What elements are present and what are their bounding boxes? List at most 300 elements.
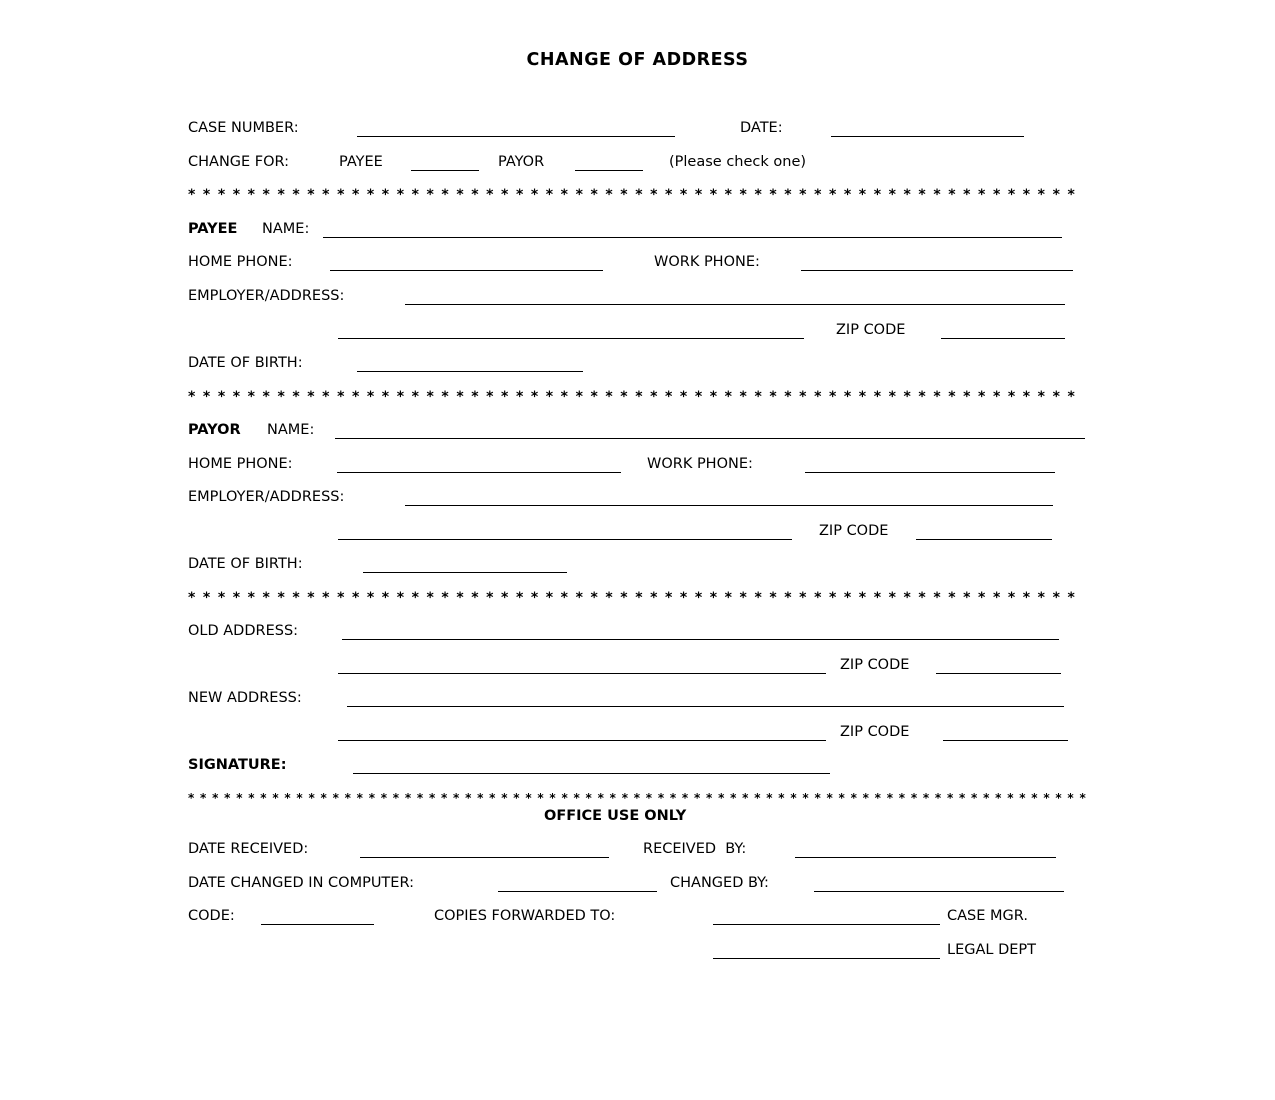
asterisk: * [886, 791, 893, 805]
asterisk: * [247, 390, 255, 404]
case-number-field[interactable] [357, 126, 675, 137]
asterisk: * [292, 390, 300, 404]
asterisk: * [513, 791, 520, 805]
asterisk: * [322, 591, 330, 605]
asterisk: * [903, 591, 911, 605]
payee-home-phone-field[interactable] [330, 260, 603, 271]
asterisk: * [537, 791, 544, 805]
asterisk: * [1031, 791, 1038, 805]
date-received-label: DATE RECEIVED: [188, 841, 309, 857]
asterisk: * [489, 791, 496, 805]
asterisk: * [635, 188, 643, 202]
asterisk: * [898, 791, 906, 805]
payee-zip-label: ZIP CODE [836, 322, 906, 338]
asterisk: * [826, 791, 833, 805]
asterisk: * [681, 791, 689, 805]
asterisk: * [322, 390, 330, 404]
asterisk: * [948, 188, 956, 202]
asterisk: * [217, 390, 226, 404]
asterisk: * [605, 188, 613, 202]
asterisk: * [784, 188, 792, 202]
separator [188, 591, 1075, 605]
asterisk: * [850, 791, 857, 805]
asterisk: * [380, 791, 388, 805]
asterisk: * [545, 188, 554, 202]
asterisk: * [754, 188, 762, 202]
payor-name-label: NAME: [267, 422, 315, 438]
asterisk: * [1067, 188, 1075, 202]
asterisk: * [730, 791, 737, 805]
payee-name-field[interactable] [323, 227, 1062, 238]
asterisk: * [477, 791, 484, 805]
asterisk: * [1067, 791, 1074, 805]
asterisk: * [784, 390, 792, 404]
asterisk: * [200, 791, 207, 805]
asterisk: * [453, 791, 460, 805]
payor-heading: PAYOR [188, 422, 241, 438]
asterisk: * [1079, 791, 1086, 805]
asterisk: * [946, 791, 954, 805]
asterisk: * [1052, 591, 1060, 605]
asterisk: * [754, 591, 762, 605]
asterisk: * [248, 791, 255, 805]
asterisk: * [739, 591, 747, 605]
payor-dob-field[interactable] [363, 562, 567, 573]
asterisk: * [657, 791, 665, 805]
asterisk: * [620, 188, 628, 202]
asterisk: * [416, 791, 424, 805]
case-mgr-label: CASE MGR. [947, 908, 1028, 924]
asterisk: * [679, 188, 688, 202]
asterisk: * [754, 791, 761, 805]
asterisk: * [232, 188, 241, 202]
asterisk: * [530, 591, 539, 605]
asterisk: * [224, 791, 231, 805]
asterisk: * [814, 188, 822, 202]
asterisk: * [679, 390, 688, 404]
asterisk: * [344, 791, 351, 805]
asterisk: * [1037, 591, 1045, 605]
payee-work-phone-label: WORK PHONE: [654, 254, 760, 270]
asterisk: * [426, 188, 434, 202]
asterisk: * [858, 188, 867, 202]
asterisk: * [202, 188, 211, 202]
old-address-label: OLD ADDRESS: [188, 623, 299, 639]
asterisk: * [411, 390, 419, 404]
payor-home-phone-label: HOME PHONE: [188, 456, 293, 472]
asterisk: * [1022, 188, 1031, 202]
asterisk: * [1055, 791, 1062, 805]
new-address-line2-field[interactable] [338, 730, 826, 741]
asterisk: * [590, 188, 598, 202]
new-zip-field[interactable] [943, 730, 1068, 741]
asterisk: * [621, 791, 628, 805]
asterisk: * [971, 791, 978, 805]
asterisk: * [368, 791, 375, 805]
asterisk: * [843, 390, 852, 404]
asterisk: * [910, 791, 918, 805]
payee-heading: PAYEE [188, 221, 238, 237]
asterisk: * [995, 791, 1002, 805]
asterisk: * [693, 791, 701, 805]
payee-home-phone-label: HOME PHONE: [188, 254, 293, 270]
asterisk: * [590, 390, 598, 404]
asterisk: * [802, 791, 809, 805]
asterisk: * [718, 791, 725, 805]
asterisk: * [620, 390, 628, 404]
asterisk: * [620, 591, 628, 605]
asterisk: * [645, 791, 653, 805]
asterisk: * [873, 390, 882, 404]
asterisk: * [307, 591, 315, 605]
asterisk: * [933, 390, 941, 404]
asterisk: * [501, 188, 509, 202]
asterisk: * [597, 791, 604, 805]
asterisk: * [351, 591, 360, 605]
asterisk: * [978, 188, 986, 202]
asterisk: * [1052, 390, 1060, 404]
asterisk: * [456, 390, 464, 404]
asterisk: * [888, 591, 896, 605]
date-label: DATE: [740, 120, 783, 136]
asterisk: * [858, 390, 867, 404]
payor-option-label: PAYOR [498, 154, 545, 170]
asterisk: * [396, 390, 405, 404]
asterisk: * [706, 791, 713, 805]
asterisk: * [381, 591, 390, 605]
asterisk: * [530, 390, 539, 404]
payee-employer-field[interactable] [405, 294, 1065, 305]
asterisk: * [332, 791, 339, 805]
asterisk: * [188, 791, 195, 805]
copies-forwarded-label: COPIES FORWARDED TO: [434, 908, 616, 924]
asterisk: * [545, 390, 554, 404]
asterisk: * [799, 591, 807, 605]
asterisk: * [1043, 791, 1050, 805]
asterisk: * [486, 188, 494, 202]
asterisk: * [633, 791, 641, 805]
asterisk: * [1037, 390, 1045, 404]
case-number-label: CASE NUMBER: [188, 120, 299, 136]
old-zip-field[interactable] [936, 663, 1061, 674]
asterisk: * [963, 591, 971, 605]
asterisk: * [903, 188, 911, 202]
payee-check-field[interactable] [411, 160, 479, 171]
asterisk: * [1067, 390, 1075, 404]
asterisk: * [292, 591, 300, 605]
asterisk: * [650, 390, 658, 404]
asterisk: * [441, 390, 449, 404]
asterisk: * [411, 188, 419, 202]
asterisk: * [272, 791, 279, 805]
legal-dept-label: LEGAL DEPT [947, 942, 1037, 958]
signature-field[interactable] [353, 763, 830, 774]
payee-employer-line2-field[interactable] [338, 328, 804, 339]
asterisk: * [918, 591, 926, 605]
asterisk: * [307, 188, 315, 202]
asterisk: * [381, 390, 390, 404]
asterisk: * [590, 591, 598, 605]
asterisk: * [709, 390, 718, 404]
asterisk: * [858, 591, 867, 605]
asterisk: * [337, 188, 345, 202]
asterisk: * [351, 390, 360, 404]
asterisk: * [525, 791, 532, 805]
asterisk: * [933, 188, 941, 202]
asterisk: * [356, 791, 363, 805]
new-address-label: NEW ADDRESS: [188, 690, 302, 706]
date-changed-label: DATE CHANGED IN COMPUTER: [188, 875, 414, 891]
asterisk: * [396, 591, 405, 605]
asterisk: * [411, 591, 419, 605]
payee-work-phone-field[interactable] [801, 260, 1073, 271]
code-label: CODE: [188, 908, 235, 924]
asterisk: * [262, 390, 270, 404]
asterisk: * [709, 591, 718, 605]
asterisk: * [918, 188, 926, 202]
asterisk: * [1022, 591, 1031, 605]
asterisk: * [918, 390, 926, 404]
asterisk: * [426, 390, 434, 404]
asterisk: * [1007, 791, 1014, 805]
payee-zip-field[interactable] [941, 328, 1065, 339]
payor-zip-field[interactable] [916, 529, 1052, 540]
asterisk: * [1007, 591, 1016, 605]
asterisk: * [320, 791, 327, 805]
asterisk: * [934, 791, 942, 805]
asterisk: * [724, 591, 732, 605]
asterisk: * [530, 188, 539, 202]
asterisk: * [515, 390, 524, 404]
asterisk: * [724, 188, 732, 202]
payor-check-field[interactable] [575, 160, 643, 171]
asterisk: * [1022, 390, 1031, 404]
separator [188, 390, 1075, 404]
asterisk: * [799, 390, 807, 404]
date-field[interactable] [831, 126, 1024, 137]
asterisk: * [650, 591, 658, 605]
asterisk: * [790, 791, 797, 805]
new-address-field[interactable] [347, 696, 1064, 707]
payor-work-phone-label: WORK PHONE: [647, 456, 753, 472]
payee-employer-label: EMPLOYER/ADDRESS: [188, 288, 345, 304]
asterisk: * [188, 591, 196, 605]
asterisk: * [381, 188, 390, 202]
payor-dob-label: DATE OF BIRTH: [188, 556, 303, 572]
asterisk: * [441, 591, 449, 605]
asterisk: * [605, 390, 613, 404]
asterisk: * [501, 591, 509, 605]
asterisk: * [501, 791, 508, 805]
legal-dept-field[interactable] [713, 948, 940, 959]
asterisk: * [351, 188, 360, 202]
asterisk: * [1067, 591, 1075, 605]
asterisk: * [766, 791, 773, 805]
asterisk: * [573, 791, 580, 805]
asterisk: * [236, 791, 243, 805]
asterisk: * [992, 188, 1001, 202]
asterisk: * [247, 591, 255, 605]
code-field[interactable] [261, 914, 374, 925]
asterisk: * [396, 188, 405, 202]
received-by-field[interactable] [795, 847, 1056, 858]
asterisk: * [486, 390, 494, 404]
changed-by-field[interactable] [814, 881, 1064, 892]
date-received-field[interactable] [360, 847, 609, 858]
asterisk: * [404, 791, 412, 805]
asterisk: * [888, 188, 896, 202]
asterisk: * [337, 390, 345, 404]
asterisk: * [963, 188, 971, 202]
asterisk: * [784, 591, 792, 605]
payor-employer-field[interactable] [405, 495, 1053, 506]
asterisk: * [202, 390, 211, 404]
case-mgr-field[interactable] [713, 914, 940, 925]
asterisk: * [456, 591, 464, 605]
asterisk: * [1037, 188, 1045, 202]
payee-option-label: PAYEE [339, 154, 383, 170]
asterisk: * [217, 188, 226, 202]
old-address-field[interactable] [342, 629, 1059, 640]
asterisk: * [963, 390, 971, 404]
received-by-label: RECEIVED BY: [643, 841, 747, 857]
asterisk: * [322, 188, 330, 202]
payee-name-label: NAME: [262, 221, 310, 237]
asterisk: * [650, 188, 658, 202]
asterisk: * [635, 390, 643, 404]
asterisk: * [392, 791, 400, 805]
asterisk: * [471, 591, 479, 605]
asterisk: * [308, 791, 315, 805]
asterisk: * [873, 591, 882, 605]
asterisk: * [978, 390, 986, 404]
asterisk: * [874, 791, 881, 805]
asterisk: * [609, 791, 616, 805]
asterisk: * [456, 188, 464, 202]
asterisk: * [292, 188, 300, 202]
asterisk: * [992, 591, 1001, 605]
asterisk: * [465, 791, 472, 805]
asterisk: * [560, 188, 568, 202]
asterisk: * [1007, 188, 1016, 202]
asterisk: * [922, 791, 930, 805]
asterisk: * [277, 188, 285, 202]
asterisk: * [202, 591, 211, 605]
payee-dob-label: DATE OF BIRTH: [188, 355, 303, 371]
asterisk: * [1019, 791, 1026, 805]
form-title: CHANGE OF ADDRESS [526, 50, 749, 70]
new-zip-label: ZIP CODE [840, 724, 910, 740]
asterisk: * [769, 390, 777, 404]
asterisk: * [694, 188, 703, 202]
asterisk: * [307, 390, 315, 404]
asterisk: * [217, 591, 226, 605]
asterisk: * [983, 791, 990, 805]
asterisk: * [665, 390, 673, 404]
asterisk: * [486, 591, 494, 605]
separator [188, 188, 1075, 202]
asterisk: * [232, 390, 241, 404]
check-note: (Please check one) [669, 154, 807, 170]
payor-work-phone-field[interactable] [805, 462, 1055, 473]
office-use-heading: OFFICE USE ONLY [544, 808, 687, 824]
asterisk: * [742, 791, 749, 805]
asterisk: * [838, 791, 845, 805]
signature-label: SIGNATURE: [188, 757, 287, 773]
asterisk: * [471, 188, 479, 202]
asterisk: * [260, 791, 267, 805]
asterisk: * [739, 390, 747, 404]
change-for-label: CHANGE FOR: [188, 154, 290, 170]
asterisk: * [843, 188, 852, 202]
asterisk: * [635, 591, 643, 605]
asterisk: * [828, 390, 837, 404]
asterisk: * [277, 591, 285, 605]
asterisk: * [188, 390, 196, 404]
asterisk: * [933, 591, 941, 605]
asterisk: * [1052, 188, 1060, 202]
payor-zip-label: ZIP CODE [819, 523, 889, 539]
changed-by-label: CHANGED BY: [670, 875, 769, 891]
payee-dob-field[interactable] [357, 361, 583, 372]
asterisk: * [843, 591, 852, 605]
asterisk: * [778, 791, 785, 805]
asterisk: * [232, 591, 241, 605]
asterisk: * [560, 591, 568, 605]
payor-name-field[interactable] [335, 428, 1085, 439]
asterisk: * [212, 791, 219, 805]
asterisk: * [1007, 390, 1016, 404]
asterisk: * [665, 188, 673, 202]
asterisk: * [978, 591, 986, 605]
asterisk: * [828, 188, 837, 202]
asterisk: * [277, 390, 285, 404]
asterisk: * [575, 390, 583, 404]
asterisk: * [337, 591, 345, 605]
payor-employer-label: EMPLOYER/ADDRESS: [188, 489, 345, 505]
asterisk: * [366, 188, 375, 202]
asterisk: * [862, 791, 869, 805]
asterisk: * [575, 188, 583, 202]
payor-home-phone-field[interactable] [337, 462, 621, 473]
asterisk: * [665, 591, 673, 605]
asterisk: * [948, 390, 956, 404]
asterisk: * [585, 791, 592, 805]
date-changed-field[interactable] [498, 881, 657, 892]
asterisk: * [828, 591, 837, 605]
asterisk: * [739, 188, 747, 202]
asterisk: * [948, 591, 956, 605]
asterisk: * [366, 390, 375, 404]
asterisk: * [888, 390, 896, 404]
asterisk: * [188, 188, 196, 202]
payor-employer-line2-field[interactable] [338, 529, 792, 540]
asterisk: * [549, 791, 556, 805]
asterisk: * [694, 591, 703, 605]
asterisk: * [440, 791, 448, 805]
asterisk: * [545, 591, 554, 605]
asterisk: * [426, 591, 434, 605]
old-address-line2-field[interactable] [338, 663, 826, 674]
asterisk: * [575, 591, 583, 605]
asterisk: * [799, 188, 807, 202]
asterisk: * [769, 591, 777, 605]
asterisk: * [284, 791, 291, 805]
asterisk: * [873, 188, 882, 202]
asterisk: * [501, 390, 509, 404]
asterisk: * [814, 791, 821, 805]
asterisk: * [709, 188, 718, 202]
